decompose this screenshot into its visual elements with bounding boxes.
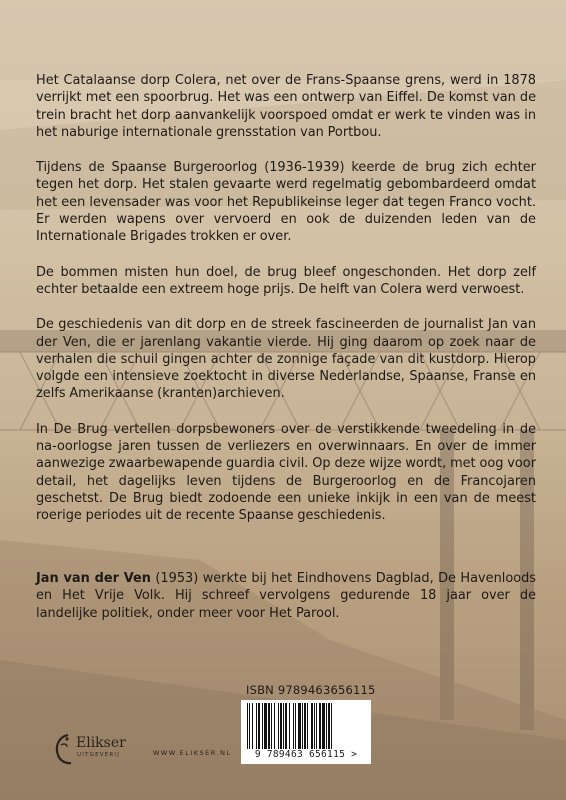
barcode-bar — [316, 703, 317, 749]
barcode-bar — [293, 703, 294, 749]
barcode-bar — [256, 703, 257, 749]
barcode-digits: 9 789463 656115 > — [254, 749, 358, 760]
barcode-bar — [262, 703, 263, 749]
author-bio-text: (1953) werkte bij het Eindhovens Dagblad, De Havenloods en Het Vrije Volk. Hij schreef vervolgens gedurende 18 jaar over de landelijke politiek, onder meer voor Het Parool. — [36, 571, 536, 621]
blurb-paragraph-1: Het Catalaanse dorp Colera, net over de Frans-Spaanse grens, werd in 1878 verrijkt met een spoorbrug. Het was een ontwerp van Eiffel. De komst van de trein bracht het dorp aanvankelijk voorspoed omdat er werk te vinden was in het naburige internationale grensstation van Portbou. — [36, 73, 536, 140]
barcode-bar — [298, 703, 301, 749]
blurb-text — [36, 72, 536, 543]
blurb-paragraph-2: Tijdens de Spaanse Burgeroorlog (1936-1939) keerde de brug zich echter tegen het dorp. Het stalen gevaarte werd regelmatig gebombardeerd omdat het een levensader was voor het Republikeinse leger dat tegen Franco vocht. Er werden wapens over vervoerd en ook de duizenden leden van de Internationale Brigades trokken er over. — [36, 160, 536, 245]
barcode-bar — [249, 703, 250, 749]
barcode-bar — [264, 703, 267, 749]
barcode-bar — [252, 703, 253, 749]
barcode-bar — [304, 703, 306, 749]
barcode-bar — [328, 703, 330, 749]
publisher-subtitle: UITGEVERIJ — [77, 752, 121, 758]
barcode-bar — [274, 703, 275, 749]
isbn-label: ISBN 9789463656115 — [246, 683, 376, 697]
barcode-bar — [295, 703, 296, 749]
barcode-bar — [258, 703, 260, 749]
blurb-paragraph-4: De geschiedenis van dit dorp en de streek fascineerden de journalist Jan van der Ven, die er jarenlang vakantie vierde. Hij ging daarom op zoek naar de verhalen die schuil gingen achter de zonnige façade van dit kustdorp. Hierop volgde een intensieve zoektocht in diverse Nederlandse, Spaanse, Franse en zelfs Amerikaanse (kranten)archieven. — [36, 317, 536, 402]
author-name: Jan van der Ven — [36, 571, 151, 586]
barcode-bar — [268, 703, 270, 749]
blurb-paragraph-3: De bommen misten hun doel, de brug bleef ongeschonden. Het dorp zelf echter betaalde een extreem hoge prijs. De helft van Colera werd verwoest. — [36, 264, 536, 297]
barcode-bar — [314, 703, 315, 749]
publisher-name: Elikser — [76, 735, 126, 751]
barcode-bar — [271, 703, 272, 749]
barcode-bar — [331, 703, 332, 749]
barcode-bar — [247, 703, 248, 749]
barcode-bar — [307, 703, 308, 749]
elikser-logo-icon — [52, 733, 74, 767]
barcode-bar — [319, 703, 321, 749]
barcode-bar — [326, 703, 327, 749]
barcode-bar — [322, 703, 325, 749]
author-bio — [36, 570, 536, 622]
barcode-bars — [247, 703, 365, 749]
barcode-bar — [283, 703, 284, 749]
barcode-bar — [311, 703, 313, 749]
blurb-paragraph-5: In De Brug vertellen dorpsbewoners over de verstikkende tweedeling in de na-oorlogse jaren tussen de verliezers en overwinnaars. En over de immer aanwezige zwaarbewapende guardia civil. Op deze wijze wordt, met oog voor detail, het dagelijks leven tijdens de Burgeroorlog en de Francojaren geschetst. De Brug biedt zodoende een unieke inkijk in een van de meest roerige periodes uit de recente Spaanse geschiedenis. — [36, 421, 536, 524]
barcode-bar — [285, 703, 287, 749]
publisher-website: WWW.ELIKSER.NL — [153, 749, 232, 757]
barcode-bar — [289, 703, 290, 749]
barcode-bar — [302, 703, 303, 749]
barcode-bar — [278, 703, 279, 749]
barcode-bar — [280, 703, 282, 749]
barcode — [241, 700, 371, 764]
